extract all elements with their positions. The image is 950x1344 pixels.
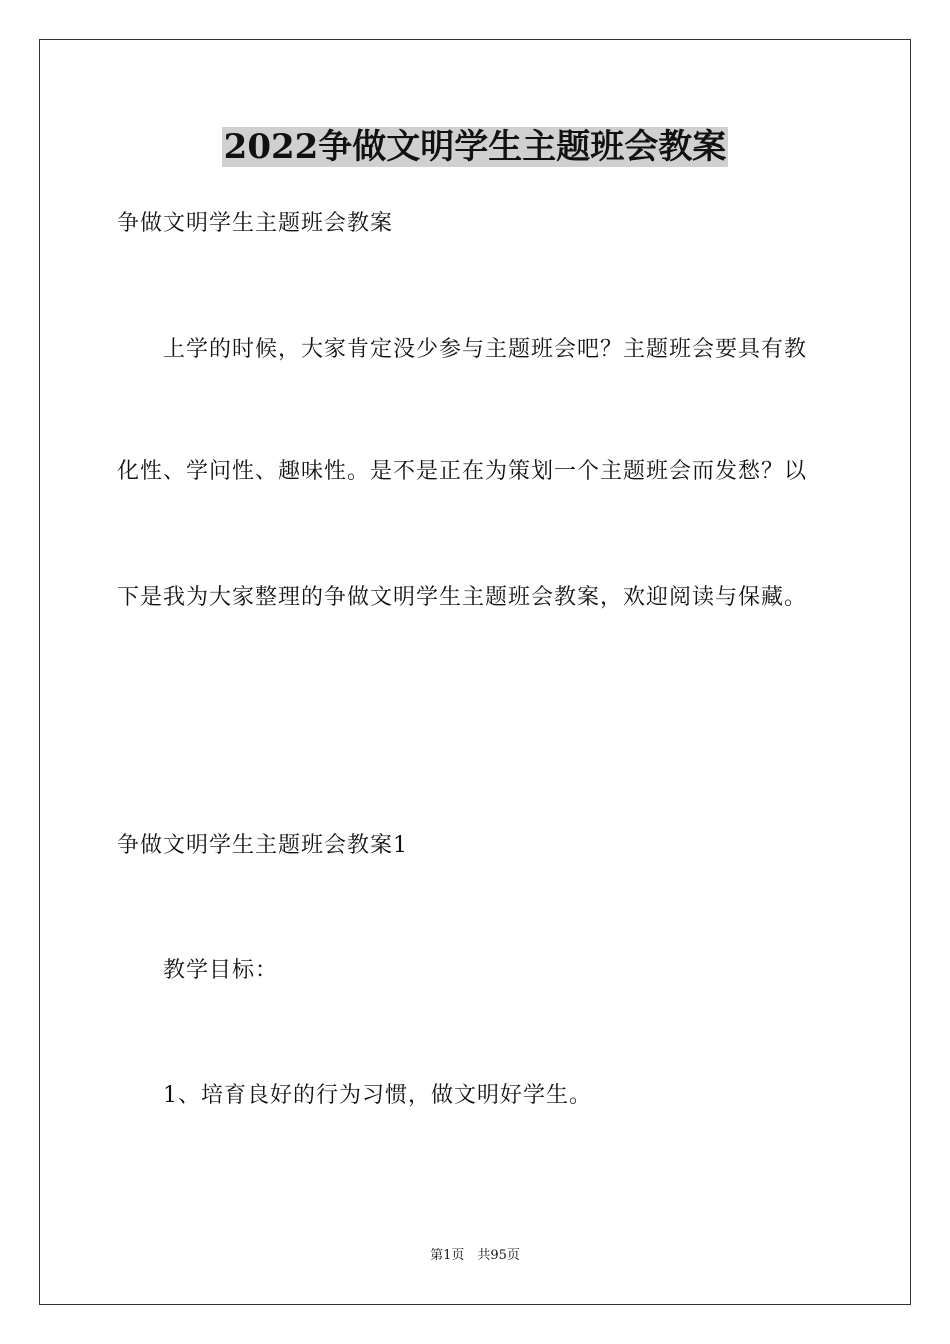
intro-line-2: 化性、学问性、趣味性。是不是正在为策划一个主题班会而发愁？以 [117, 459, 808, 484]
document-title [0, 122, 950, 172]
document-title-text: 2022争做文明学生主题班会教案 [223, 127, 727, 167]
objectives-label: 教学目标： [163, 958, 279, 983]
section-heading: 争做文明学生主题班会教案1 [117, 833, 408, 858]
page-footer: 第1页 共95页 [430, 1248, 520, 1263]
intro-line-1: 上学的时候，大家肯定没少参与主题班会吧？主题班会要具有教 [163, 337, 808, 362]
intro-line-3: 下是我为大家整理的争做文明学生主题班会教案，欢迎阅读与保藏。 [117, 585, 808, 610]
objective-item-1: 1、培育良好的行为习惯，做文明好学生。 [163, 1083, 592, 1108]
document-subtitle: 争做文明学生主题班会教案 [117, 211, 394, 236]
